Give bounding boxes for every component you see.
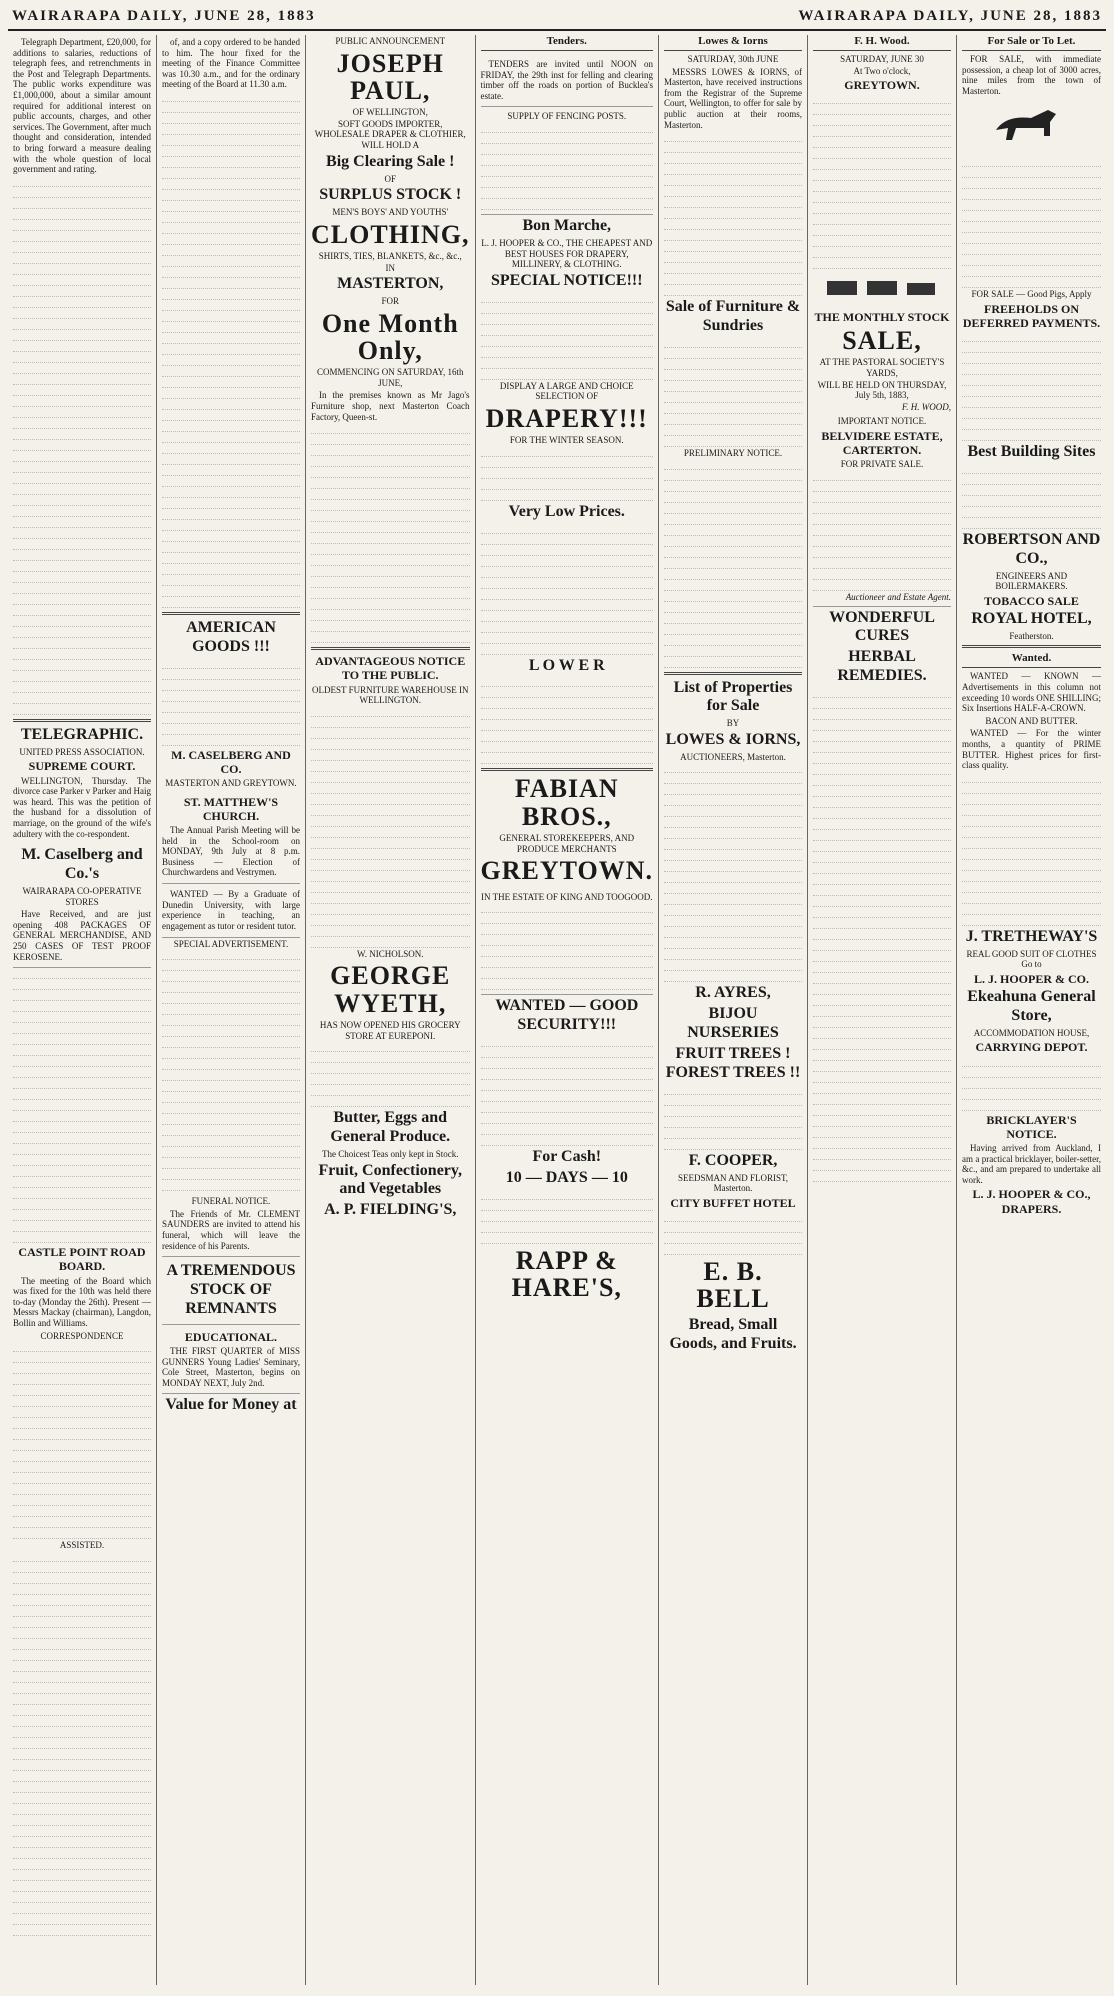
masthead <box>8 6 1106 31</box>
ad-title: M. Caselberg and Co.'s <box>21 846 143 883</box>
ad-title: FRUIT TREES ! FOREST TREES !! <box>665 1045 801 1081</box>
ad-subtitle: FOR <box>381 296 399 306</box>
sale-date: SATURDAY, JUNE 30 <box>840 53 924 64</box>
notice-title: SPECIAL ADVERTISEMENT. <box>173 938 289 949</box>
notice-title: ST. MATTHEW'S CHURCH. <box>183 794 279 823</box>
horse-illustration <box>962 100 1101 153</box>
notice-body: WANTED — KNOWN — Advertisements in this column not exceeding 10 words ONE SHILLING; Six Insertions HALF-A-CROWN. <box>962 671 1101 714</box>
ad-subtitle: GENERAL STOREKEEPERS, AND PRODUCE MERCHANTS <box>499 833 635 854</box>
notice-title: IN THE ESTATE OF KING AND TOOGOOD. <box>481 891 653 902</box>
ad-title: CITY BUFFET HOTEL <box>670 1195 796 1210</box>
divider <box>664 672 802 675</box>
ad-body: In the premises known as Mr Jago's Furniture shop, next Masterton Coach Factory, Queen-st. <box>310 390 470 422</box>
column-6 <box>808 35 957 1985</box>
ad-title: List of Properties for Sale <box>673 678 793 715</box>
section-subtitle: CORRESPONDENCE <box>40 1330 124 1341</box>
ad-subtitle: OF <box>384 173 396 184</box>
ad-title: GEORGE WYETH, <box>330 961 451 1018</box>
ad-subtitle: The Choicest Teas only kept in Stock. <box>322 1148 459 1159</box>
ad-subtitle: L. J. HOOPER & CO., THE CHEAPEST AND BEST HOUSES FOR DRAPERY, MILLINERY, & CLOTHING. <box>481 237 653 270</box>
notice-body: FOR SALE, with immediate possession, a cheap lot of 3000 acres, nine miles from the town of Masterton. <box>962 53 1101 96</box>
ad-title: Ekeahuna General Store, <box>967 988 1096 1024</box>
article-lines <box>962 332 1101 441</box>
article-lines <box>962 157 1101 288</box>
article-lines <box>13 1342 151 1539</box>
column-heading: Lowes & Iorns <box>664 35 802 51</box>
masthead-left: WAIRARAPA DAILY, JUNE 28, 1883 <box>12 8 316 24</box>
notice-title: SUPPLY OF FENCING POSTS. <box>507 111 627 122</box>
article-lines <box>664 1085 802 1150</box>
ad-title: R. AYRES, <box>695 984 771 1002</box>
article-lines <box>962 1057 1101 1111</box>
ad-title: J. TRETHEWAY'S <box>965 927 1098 945</box>
ad-subtitle: AT THE PASTORAL SOCIETY'S YARDS, <box>819 357 945 379</box>
sale-place: GREYTOWN. <box>844 78 920 93</box>
column-heading: Wanted. <box>962 652 1101 668</box>
article-lines <box>962 773 1101 926</box>
divider <box>13 719 151 722</box>
ad-title: JOSEPH PAUL, <box>336 48 444 105</box>
ad-title: BIJOU NURSERIES <box>687 1005 779 1042</box>
ad-body: Have Received, and are just opening 408 PACKAGES OF GENERAL MERCHANDISE, AND 250 CASES OF TEST PROOF KEROSENE. <box>13 909 151 962</box>
signature: W. NICHOLSON. <box>357 948 424 959</box>
ad-subtitle: MASTERTON AND GREYTOWN. <box>165 778 297 789</box>
ad-subtitle: AUCTIONEERS, Masterton. <box>680 751 786 762</box>
article-lines <box>481 1037 654 1146</box>
column-heading: Tenders. <box>481 35 654 51</box>
ad-title: GREYTOWN. <box>480 856 654 886</box>
article-lines <box>481 1190 654 1244</box>
notice <box>162 884 300 937</box>
notice-title: FOR PRIVATE SALE. <box>840 459 924 470</box>
section-heading: SUPREME COURT. <box>28 759 136 774</box>
notice-body: The Annual Parish Meeting will be held in the School-room on MONDAY, 9th July at 8 p.m. Business — Election of Churchwardens and Vestrymen. <box>161 825 300 878</box>
ad-title: E. B. BELL <box>696 1257 770 1314</box>
notice-body: Having arrived from Auckland, I am a practical bricklayer, boiler-setter, &c., and am prepared to undertake all work. <box>962 1142 1101 1185</box>
ad-title: HERBAL REMEDIES. <box>837 648 927 685</box>
notice-body: WANTED — For the winter months, a quantity of PRIME BUTTER. Highest prices for first-class quality. <box>962 728 1101 771</box>
ad-subtitle: REAL GOOD SUIT OF CLOTHES Go to <box>966 948 1097 970</box>
article-lines <box>13 1552 151 1936</box>
column-heading: For Sale or To Let. <box>962 35 1101 51</box>
article-lines <box>481 903 654 990</box>
property-list <box>664 763 802 982</box>
ad-title: AMERICAN GOODS !!! <box>186 619 276 655</box>
notice <box>481 54 654 107</box>
ad-title: Bon Marche, <box>522 217 612 235</box>
ad-title: ROBERTSON AND CO., <box>962 530 1101 567</box>
article-lines <box>962 464 1101 529</box>
article-lines <box>481 447 654 501</box>
price-list <box>311 424 470 643</box>
ad-title: L. J. HOOPER & CO., DRAPERS. <box>972 1187 1091 1216</box>
column-heading: F. H. Wood. <box>813 35 951 51</box>
section-heading: CASTLE POINT ROAD BOARD. <box>18 1245 146 1274</box>
ad-title: Sale of Furniture & Sundries <box>665 298 801 335</box>
column-5 <box>659 35 808 1985</box>
notice-title: A TREMENDOUS STOCK OF REMNANTS <box>166 1262 296 1317</box>
article-lines <box>481 677 654 764</box>
notice-body: The Friends of Mr. CLEMENT SAUNDERS are invited to attend his funeral, which will leave the residence of his Parents. <box>161 1208 300 1251</box>
notice <box>162 1257 300 1325</box>
notice <box>162 790 300 884</box>
divider <box>962 645 1101 648</box>
livestock-icon <box>822 273 942 303</box>
ad-title: M. CASELBERG AND CO. <box>171 747 291 776</box>
ad-title: One Month Only, <box>321 308 459 365</box>
ad-subtitle: ENGINEERS AND BOILERMAKERS. <box>995 570 1068 592</box>
ad-title: Butter, Eggs and General Produce. <box>330 1109 451 1146</box>
ad-title: DRAPERY!!! <box>485 403 648 433</box>
article-body: The meeting of the Board which was fixed for the 10th was held there to-day (Monday the 26th). Present — Messrs Mackay (chairman), Langdon, Bollin and Williams. <box>13 1275 151 1328</box>
column-4 <box>476 35 660 1985</box>
ad-title: F. COOPER, <box>688 1151 778 1169</box>
livestock-illustration <box>813 273 951 306</box>
ad-title: SALE, <box>842 326 922 356</box>
notice-title: EDUCATIONAL. <box>184 1329 278 1344</box>
notice-title: FUNERAL NOTICE. <box>191 1196 271 1207</box>
article-lines <box>813 94 951 269</box>
ad-title: TOBACCO SALE <box>984 593 1079 608</box>
notice-body: WANTED — By a Graduate of Dunedin University, with large experience in teaching, an engagement as tutor or resident tutor. <box>161 889 300 931</box>
signature: Auctioneer and Estate Agent. <box>845 591 951 602</box>
ad-subtitle: PUBLIC ANNOUNCEMENT <box>335 36 446 46</box>
ad-subtitle: SOFT GOODS IMPORTER, WHOLESALE DRAPER & CLOTHIER, WILL HOLD A <box>314 118 466 151</box>
ad-subtitle: Featherston. <box>1009 630 1054 641</box>
ad-title: WONDERFUL CURES <box>829 608 935 645</box>
ad-title: L. J. HOOPER & CO. <box>973 971 1089 986</box>
ad-title: SURPLUS STOCK ! <box>319 186 462 204</box>
notice-title: PRELIMINARY NOTICE. <box>683 447 783 458</box>
notice-title: BACON AND BUTTER. <box>985 715 1078 726</box>
ad-title: WANTED — GOOD SECURITY!!! <box>495 997 639 1034</box>
notice-title: BELVIDERE ESTATE, CARTERTON. <box>821 429 943 458</box>
ad-title: FABIAN BROS., <box>514 774 619 831</box>
article-lines <box>481 524 654 655</box>
section-subtitle: ASSISTED. <box>59 1540 105 1551</box>
ad-title: For Cash! <box>532 1147 602 1165</box>
advertisement <box>13 841 151 968</box>
article-lines <box>311 707 470 948</box>
divider <box>481 768 654 771</box>
notice <box>481 107 654 215</box>
sale-date: SATURDAY, 30th JUNE <box>687 53 779 64</box>
article-body: Telegraph Department, £20,000, for additions to salaries, reductions of telegraph fees, and retrenchments in the Post and Telegraph Departments. The public works expenditure was £1,000,000, about a similar amount required for additional interest on public accounts, charges, and other services. The Government, after much thought and consideration, intended to bring forward a measure dealing with the whole question of local government and rating. <box>13 37 151 175</box>
notice-body: THE FIRST QUARTER of MISS GUNNERS Young Ladies' Seminary, Cole Street, Masterton, begins on MONDAY NEXT, July 2nd. <box>161 1345 300 1388</box>
ad-subtitle: MEN'S BOYS' AND YOUTHS' <box>332 207 449 217</box>
notice <box>813 412 951 606</box>
ad-title: Very Low Prices. <box>508 502 625 520</box>
horse-icon <box>986 100 1076 150</box>
section-title: TELEGRAPHIC. <box>20 725 144 743</box>
notice <box>162 1192 300 1257</box>
sale-time: At Two o'clock, <box>853 65 911 76</box>
notice-title: FOR SALE — Good Pigs, Apply <box>971 289 1092 300</box>
ad-title: 10 — DAYS — 10 <box>505 1168 628 1186</box>
ad-title: Fruit, Confectionery, and Vegetables <box>318 1161 463 1198</box>
ad-title: RAPP & HARE'S, <box>511 1245 622 1302</box>
ad-subtitle: DISPLAY A LARGE AND CHOICE SELECTION OF <box>499 380 634 402</box>
ad-subtitle: HAS NOW OPENED HIS GROCERY STORE AT EUREPONI. <box>319 1019 461 1041</box>
ad-subtitle: WAIRARAPA CO-OPERATIVE STORES <box>22 885 142 907</box>
column-2 <box>157 35 306 1985</box>
article-body: of, and a copy ordered to be handed to him. The hour fixed for the meeting of the Finance Committee was 10.30 a.m., and for the ordinary meeting of the Board at 11.30 a.m. <box>161 37 300 90</box>
ad-title: ADVANTAGEOUS NOTICE TO THE PUBLIC. <box>315 654 466 683</box>
notice-body: TENDERS are invited until NOON on FRIDAY, the 29th inst for felling and clearing timber off the roads on portion of Bucklea's estate. <box>480 58 654 101</box>
ad-title: Value for Money at <box>165 1396 297 1414</box>
ad-title: Big Clearing Sale ! <box>326 152 455 170</box>
ad-title: Bread, Small Goods, and Fruits. <box>669 1315 797 1352</box>
ad-title: FREEHOLDS ON DEFERRED PAYMENTS. <box>962 301 1101 330</box>
ad-subtitle: IN <box>385 262 395 273</box>
ad-title: MASTERTON, <box>337 275 444 293</box>
article-lines <box>664 460 802 668</box>
ad-title: CLOTHING, <box>310 219 470 249</box>
ad-title: A. P. FIELDING'S, <box>324 1201 457 1219</box>
notice <box>481 888 654 996</box>
ad-title: LOWES & IORNS, <box>665 730 801 748</box>
article-lines <box>162 950 300 1191</box>
notice <box>162 1325 300 1395</box>
notice-body: MESSRS LOWES & IORNS, of Masterton, have received instructions from the Registrar of the Supreme Court, Wellington, to offer for sale by public auction at their rooms, Masterton. <box>664 66 802 130</box>
ad-subtitle: SHIRTS, TIES, BLANKETS, &c., &c., <box>318 250 462 261</box>
notice-title: BRICKLAYER'S NOTICE. <box>986 1112 1077 1141</box>
ad-subtitle: FOR THE WINTER SEASON. <box>509 435 624 446</box>
section-subtitle: UNITED PRESS ASSOCIATION. <box>19 746 145 757</box>
column-7 <box>957 35 1106 1985</box>
signature: F. H. WOOD, <box>901 401 951 412</box>
article-lines <box>664 1212 802 1255</box>
article-lines <box>813 688 951 1182</box>
article-lines <box>162 659 300 746</box>
article-body: WELLINGTON, Thursday. The divorce case Parker v Parker and Haig was heard. This was the petition of the husband for a dissolution of marriage, on the ground of the wife's adultery with the co-respondent. <box>13 775 151 839</box>
article-lines <box>813 471 951 591</box>
ad-title: CARRYING DEPOT. <box>975 1040 1088 1055</box>
article-lines <box>664 132 802 296</box>
article-lines <box>13 177 151 715</box>
ad-title: THE MONTHLY STOCK <box>814 309 950 324</box>
ad-title: Best Building Sites <box>967 442 1096 460</box>
article-lines <box>13 969 151 1243</box>
ad-title: SPECIAL NOTICE!!! <box>490 271 643 289</box>
ad-subtitle: BY <box>726 718 740 729</box>
divider <box>311 647 470 650</box>
article-lines <box>481 293 654 380</box>
ad-title: ROYAL HOTEL, <box>971 609 1092 627</box>
ad-subtitle: WILL BE HELD ON THURSDAY, July 5th, 1883, <box>817 379 947 401</box>
columns <box>8 35 1106 1985</box>
ad-title: L O W E R <box>528 656 605 674</box>
ad-subtitle: OF WELLINGTON, <box>352 107 428 118</box>
notice-title: IMPORTANT NOTICE. <box>837 416 927 427</box>
ad-subtitle: SEEDSMAN AND FLORIST, Masterton. <box>677 1172 789 1194</box>
article-lines <box>481 123 654 210</box>
article-lines <box>664 338 802 447</box>
ad-subtitle: COMMENCING ON SATURDAY, 16th JUNE, <box>316 367 464 388</box>
article-lines <box>162 92 300 608</box>
ad-subtitle: OLDEST FURNITURE WAREHOUSE IN WELLINGTON. <box>312 684 469 706</box>
article-lines <box>311 1042 470 1107</box>
ad-subtitle: ACCOMMODATION HOUSE, <box>973 1027 1090 1038</box>
column-1 <box>8 35 157 1985</box>
column-3 <box>306 35 476 1985</box>
divider <box>162 612 300 615</box>
masthead-right: WAIRARAPA DAILY, JUNE 28, 1883 <box>798 8 1102 24</box>
